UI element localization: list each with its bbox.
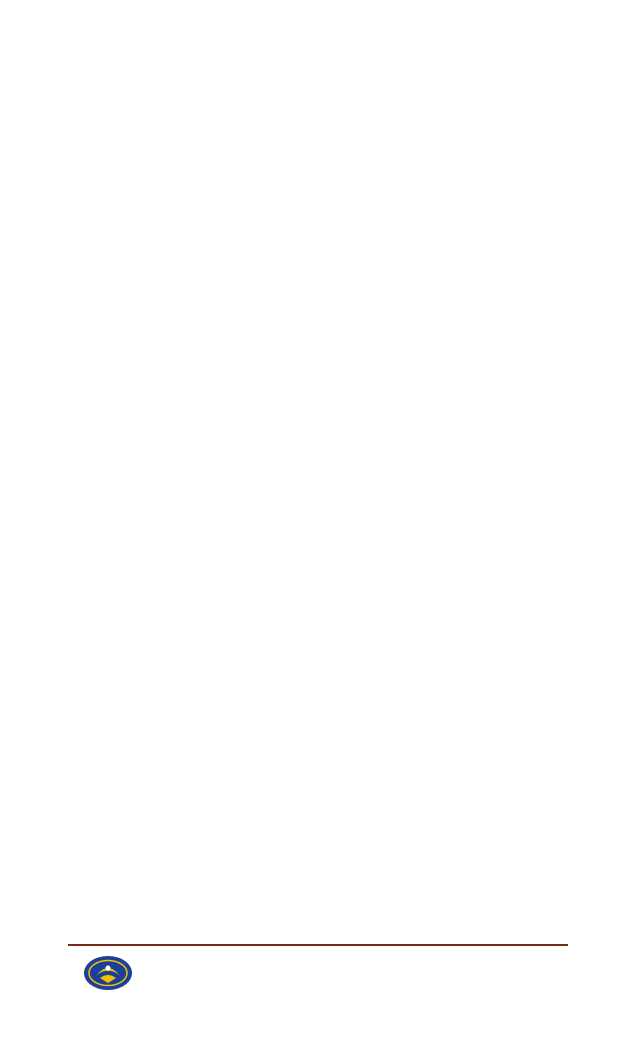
decorative-border-right	[590, 48, 630, 1003]
tut-wuri-handayani-logo-icon	[82, 954, 134, 992]
decorative-border-bottom	[8, 1003, 630, 1043]
decorative-border-top	[8, 8, 630, 48]
decorative-border-left	[8, 48, 48, 1003]
footer-divider	[68, 944, 568, 946]
